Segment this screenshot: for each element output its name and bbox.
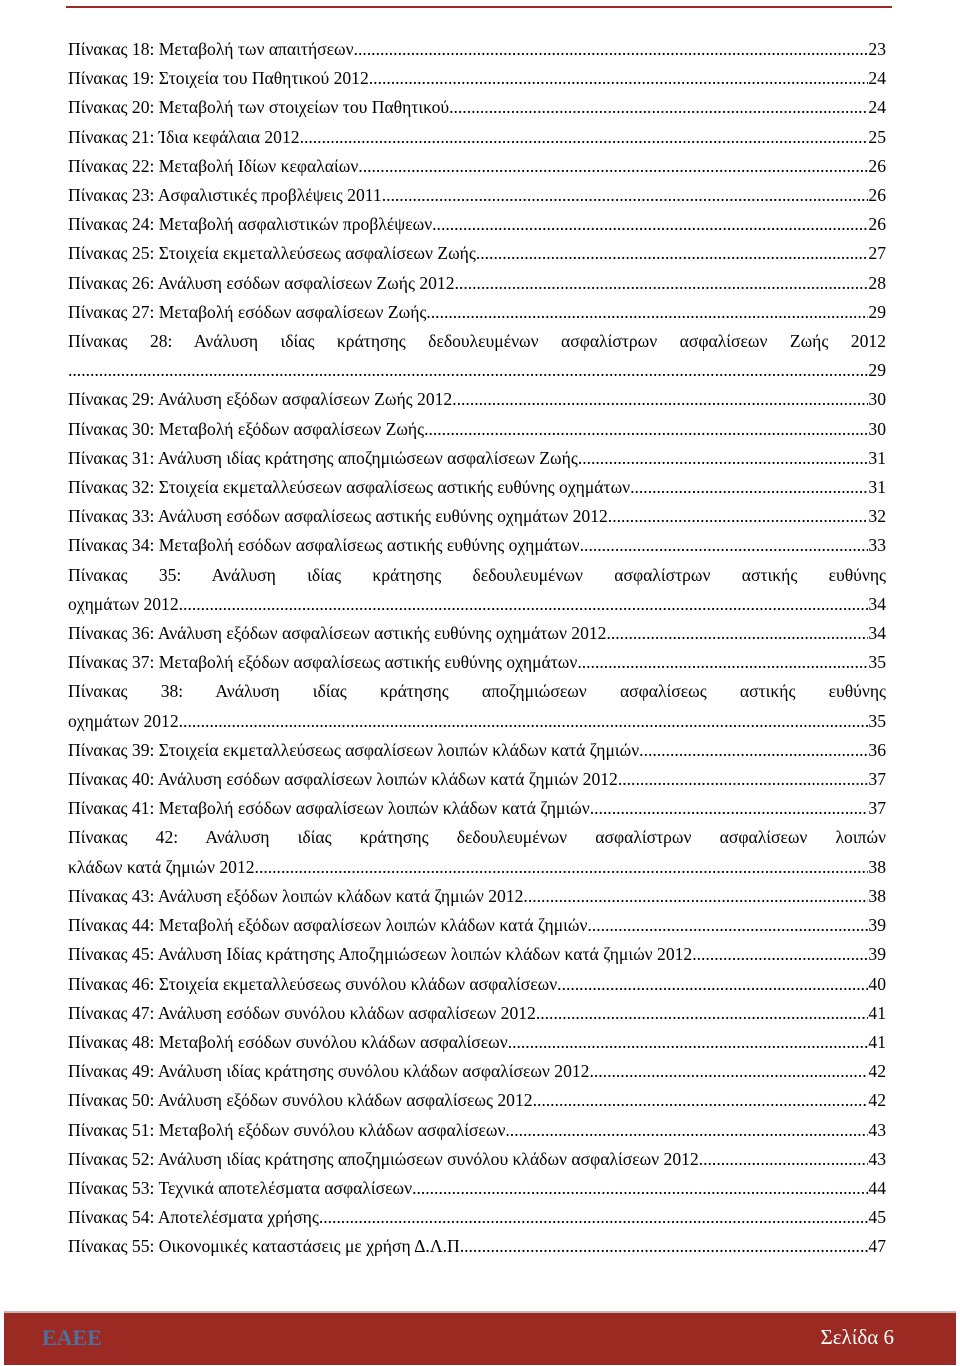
- toc-entry[interactable]: [68, 1028, 886, 1057]
- toc-entry[interactable]: [68, 1116, 886, 1145]
- toc-entry[interactable]: [68, 648, 886, 677]
- toc-entry[interactable]: [68, 298, 886, 327]
- toc-entry[interactable]: [68, 619, 886, 648]
- toc-entry[interactable]: [68, 882, 886, 911]
- dot-leader: [618, 765, 869, 794]
- toc-entry-title: Πίνακας 21: Ίδια κεφάλαια 2012: [68, 126, 300, 147]
- toc-entry-title: Πίνακας 31: Ανάλυση ιδίας κράτησης αποζημιώσεων ασφαλίσεων Ζωής: [68, 447, 578, 468]
- toc-entry[interactable]: [68, 1203, 886, 1232]
- dot-leader: [426, 298, 868, 327]
- toc-entry[interactable]: [68, 911, 886, 940]
- dot-leader: [449, 93, 868, 122]
- toc-entry-continuation-line: [68, 853, 886, 882]
- toc-entry-title: Πίνακας 27: Μεταβολή εσόδων ασφαλίσεων Ζωής: [68, 301, 427, 322]
- toc-entry-continuation: οχημάτων 2012: [68, 710, 179, 731]
- toc-entry-title: Πίνακας 45: Ανάλυση Ιδίας κράτησης Αποζημιώσεων λοιπών κλάδων κατά ζημιών 2012: [68, 944, 693, 965]
- toc-entry[interactable]: [68, 1232, 886, 1261]
- toc-entry-page: 41: [868, 1002, 886, 1023]
- toc-entry-title: Πίνακας 43: Ανάλυση εξόδων λοιπών κλάδων κατά ζημιών 2012: [68, 885, 524, 906]
- header-rule: [66, 6, 892, 8]
- toc-entry[interactable]: [68, 385, 886, 414]
- toc-entry-page: 30: [868, 418, 886, 439]
- toc-entry-page: 31: [868, 447, 886, 468]
- toc-entry-page: 34: [868, 623, 886, 644]
- toc-entry-page: 39: [868, 944, 886, 965]
- dot-leader: [639, 736, 868, 765]
- toc-entry-title: Πίνακας 51: Μεταβολή εξόδων συνόλου κλάδων ασφαλίσεων: [68, 1119, 506, 1140]
- toc-entry-page: 45: [868, 1207, 886, 1228]
- toc-entry[interactable]: [68, 970, 886, 999]
- toc-entry[interactable]: [68, 531, 886, 560]
- toc-entry-page: 27: [868, 243, 886, 264]
- toc-entry-title: Πίνακας 35: Ανάλυση ιδίας κράτησης δεδουλευμένων ασφαλίστρων αστικής ευθύνης: [68, 564, 886, 585]
- dot-leader: [630, 473, 868, 502]
- page-footer: [0, 1307, 960, 1366]
- dot-leader: [354, 35, 869, 64]
- toc-entry-page: 39: [868, 915, 886, 936]
- toc-entry[interactable]: [68, 999, 886, 1028]
- dot-leader: [577, 648, 868, 677]
- toc-entry-page: 42: [868, 1061, 886, 1082]
- dot-leader: [369, 64, 869, 93]
- toc-entry[interactable]: [68, 677, 886, 735]
- toc-entry-title: Πίνακας 36: Ανάλυση εξόδων ασφαλίσεων αστικής ευθύνης οχημάτων 2012: [68, 623, 607, 644]
- toc-entry[interactable]: [68, 415, 886, 444]
- toc-entry[interactable]: [68, 239, 886, 268]
- toc-entry[interactable]: [68, 327, 886, 385]
- dot-leader: [587, 911, 868, 940]
- toc-entry[interactable]: [68, 765, 886, 794]
- toc-entry-title: Πίνακας 52: Ανάλυση ιδίας κράτησης αποζημιώσεων συνόλου κλάδων ασφαλίσεων 2012: [68, 1148, 699, 1169]
- toc-entry[interactable]: [68, 1086, 886, 1115]
- toc-entry-title: Πίνακας 28: Ανάλυση ιδίας κράτησης δεδουλευμένων ασφαλίστρων ασφαλίσεων Ζωής 2012: [68, 331, 886, 352]
- toc-entry[interactable]: [68, 269, 886, 298]
- dot-leader: [300, 123, 869, 152]
- toc-entry[interactable]: [68, 1174, 886, 1203]
- dot-leader: [580, 531, 869, 560]
- toc-entry-page: 29: [868, 301, 886, 322]
- toc-entry-continuation-line: [68, 590, 886, 619]
- toc-entry-page: 28: [868, 272, 886, 293]
- dot-leader: [523, 882, 868, 911]
- toc-entry-page: 44: [868, 1177, 886, 1198]
- toc-entry[interactable]: [68, 35, 886, 64]
- dot-leader: [589, 1057, 868, 1086]
- toc-entry-page: 25: [868, 126, 886, 147]
- toc-entry[interactable]: [68, 561, 886, 619]
- dot-leader: [692, 940, 868, 969]
- toc-entry-page: 43: [868, 1148, 886, 1169]
- toc-entry-title: Πίνακας 54: Αποτελέσματα χρήσης: [68, 1207, 319, 1228]
- toc-entry-title: Πίνακας 55: Οικονομικές καταστάσεις με χρήση Δ.Λ.Π.: [68, 1236, 465, 1257]
- toc-entry-title: Πίνακας 48: Μεταβολή εσόδων συνόλου κλάδων ασφαλίσεων: [68, 1031, 508, 1052]
- toc-entry[interactable]: [68, 93, 886, 122]
- toc-entry-title: Πίνακας 22: Μεταβολή Ιδίων κεφαλαίων: [68, 155, 359, 176]
- dot-leader: [536, 999, 869, 1028]
- dot-leader: [476, 239, 869, 268]
- toc-entry[interactable]: [68, 181, 886, 210]
- toc-entry-page: 41: [868, 1031, 886, 1052]
- toc-entry[interactable]: [68, 1145, 886, 1174]
- toc-entry-page: 26: [868, 185, 886, 206]
- toc-entry-page: 38: [868, 856, 886, 877]
- toc-entry-title: Πίνακας 30: Μεταβολή εξόδων ασφαλίσεων Ζωής: [68, 418, 425, 439]
- toc-entry-title: Πίνακας 18: Μεταβολή των απαιτήσεων: [68, 39, 354, 59]
- toc-entry-title: Πίνακας 24: Μεταβολή ασφαλιστικών προβλέψεων: [68, 214, 433, 235]
- dot-leader: [255, 853, 869, 882]
- toc-entry[interactable]: [68, 940, 886, 969]
- toc-entry-continuation-line: [68, 707, 886, 736]
- toc-entry-page: 33: [868, 535, 886, 556]
- toc-entry-title: Πίνακας 50: Ανάλυση εξόδων συνόλου κλάδων ασφαλίσεως 2012: [68, 1090, 533, 1111]
- toc-entry[interactable]: [68, 736, 886, 765]
- toc-entry-title: Πίνακας 19: Στοιχεία του Παθητικού 2012: [68, 68, 369, 89]
- toc-entry-continuation: οχημάτων 2012: [68, 593, 179, 614]
- dot-leader: [508, 1028, 869, 1057]
- dot-leader: [452, 385, 868, 414]
- toc-entry-title: Πίνακας 42: Ανάλυση ιδίας κράτησης δεδουλευμένων ασφαλίστρων ασφαλίσεων λοιπών: [68, 827, 886, 848]
- toc-entry-title: Πίνακας 32: Στοιχεία εκμεταλλεύσεων ασφαλίσεως αστικής ευθύνης οχημάτων: [68, 477, 631, 498]
- toc-entry-page: 47: [868, 1236, 886, 1257]
- toc-entry-page: 43: [868, 1119, 886, 1140]
- dot-leader: [606, 619, 868, 648]
- dot-leader: [590, 794, 869, 823]
- toc-entry[interactable]: [68, 64, 886, 93]
- toc-entry-title: Πίνακας 53: Τεχνικά αποτελέσματα ασφαλίσεων: [68, 1177, 413, 1198]
- toc-entry-title: Πίνακας 49: Ανάλυση ιδίας κράτησης συνόλου κλάδων ασφαλίσεων 2012: [68, 1061, 590, 1082]
- footer-org-name: ΕΑΕΕ: [42, 1325, 102, 1350]
- toc-entry[interactable]: [68, 1057, 886, 1086]
- dot-leader: [412, 1174, 868, 1203]
- toc-entry-title: Πίνακας 26: Ανάλυση εσόδων ασφαλίσεων Ζωής 2012: [68, 272, 455, 293]
- toc-entry-page: 24: [868, 97, 886, 118]
- dot-leader: [382, 181, 869, 210]
- toc-entry-page: 38: [868, 885, 886, 906]
- dot-leader: [179, 590, 869, 619]
- toc-entry-title: Πίνακας 29: Ανάλυση εξόδων ασφαλίσεων Ζωής 2012: [68, 389, 453, 410]
- toc-entry-title: Πίνακας 38: Ανάλυση ιδίας κράτησης αποζημιώσεων ασφαλίσεως αστικής ευθύνης: [68, 681, 886, 702]
- toc-entry-title: Πίνακας 25: Στοιχεία εκμεταλλεύσεως ασφαλίσεων Ζωής: [68, 243, 476, 264]
- dot-leader: [505, 1116, 868, 1145]
- toc-entry-page: 36: [868, 739, 886, 760]
- toc-entry-title: Πίνακας 37: Μεταβολή εξόδων ασφαλίσεως αστικής ευθύνης οχημάτων: [68, 652, 578, 673]
- dot-leader: [179, 707, 869, 736]
- toc-entry-page: 35: [868, 710, 886, 731]
- toc-entry[interactable]: [68, 502, 886, 531]
- dot-leader: [578, 444, 869, 473]
- toc-entry-title: Πίνακας 33: Ανάλυση εσόδων ασφαλίσεως αστικής ευθύνης οχημάτων 2012: [68, 506, 608, 527]
- toc-entry-title: Πίνακας 40: Ανάλυση εσόδων ασφαλίσεων λοιπών κλάδων κατά ζημιών 2012: [68, 769, 618, 790]
- dot-leader: [319, 1203, 869, 1232]
- toc-entry-title: Πίνακας 23: Ασφαλιστικές προβλέψεις 2011: [68, 185, 382, 206]
- dot-leader: [464, 1232, 868, 1261]
- toc-entry-page: 37: [868, 769, 886, 790]
- toc-entry-page: 42: [868, 1090, 886, 1111]
- dot-leader: [608, 502, 869, 531]
- dot-leader: [68, 356, 868, 385]
- toc-entry-title: Πίνακας 46: Στοιχεία εκμεταλλεύσεως συνόλου κλάδων ασφαλίσεων: [68, 973, 558, 994]
- toc-entry[interactable]: [68, 794, 886, 823]
- toc-entry-page: 23: [868, 39, 886, 59]
- toc-entry-page: 26: [868, 214, 886, 235]
- toc-entry[interactable]: [68, 444, 886, 473]
- toc-entry[interactable]: [68, 473, 886, 502]
- footer-page-number: Σελίδα 6: [820, 1325, 894, 1349]
- dot-leader: [533, 1086, 869, 1115]
- toc-entry-continuation-line: [68, 356, 886, 385]
- toc-entry-page: 26: [868, 155, 886, 176]
- toc-entry[interactable]: [68, 823, 886, 881]
- dot-leader: [557, 970, 868, 999]
- toc-entry[interactable]: [68, 123, 886, 152]
- toc-entry[interactable]: [68, 152, 886, 181]
- toc-entry-page: 40: [868, 973, 886, 994]
- toc-entry-title: Πίνακας 41: Μεταβολή εσόδων ασφαλίσεων λοιπών κλάδων κατά ζημιών: [68, 798, 590, 819]
- footer-bar: [4, 1311, 956, 1365]
- toc-entry-page: 30: [868, 389, 886, 410]
- toc-entry[interactable]: [68, 210, 886, 239]
- dot-leader: [424, 415, 868, 444]
- toc-entry-title: Πίνακας 34: Μεταβολή εσόδων ασφαλίσεως αστικής ευθύνης οχημάτων: [68, 535, 580, 556]
- dot-leader: [432, 210, 868, 239]
- toc-entry-title: Πίνακας 20: Μεταβολή των στοιχείων του Παθητικού: [68, 97, 450, 118]
- toc-entry-page: 32: [868, 506, 886, 527]
- toc-entry-page: 24: [868, 68, 886, 89]
- toc-entry-title: Πίνακας 47: Ανάλυση εσόδων συνόλου κλάδων ασφαλίσεων 2012: [68, 1002, 536, 1023]
- dot-leader: [699, 1145, 869, 1174]
- table-of-tables: [68, 35, 886, 1262]
- dot-leader: [455, 269, 869, 298]
- toc-entry-continuation: κλάδων κατά ζημιών 2012: [68, 856, 255, 877]
- toc-entry-title: Πίνακας 44: Μεταβολή εξόδων ασφαλίσεων λοιπών κλάδων κατά ζημιών: [68, 915, 588, 936]
- toc-entry-page: 35: [868, 652, 886, 673]
- toc-entry-page: 29: [868, 360, 886, 381]
- toc-entry-page: 37: [868, 798, 886, 819]
- toc-entry-title: Πίνακας 39: Στοιχεία εκμεταλλεύσεως ασφαλίσεων λοιπών κλάδων κατά ζημιών: [68, 739, 640, 760]
- dot-leader: [358, 152, 868, 181]
- toc-entry-page: 31: [868, 477, 886, 498]
- toc-entry-page: 34: [868, 593, 886, 614]
